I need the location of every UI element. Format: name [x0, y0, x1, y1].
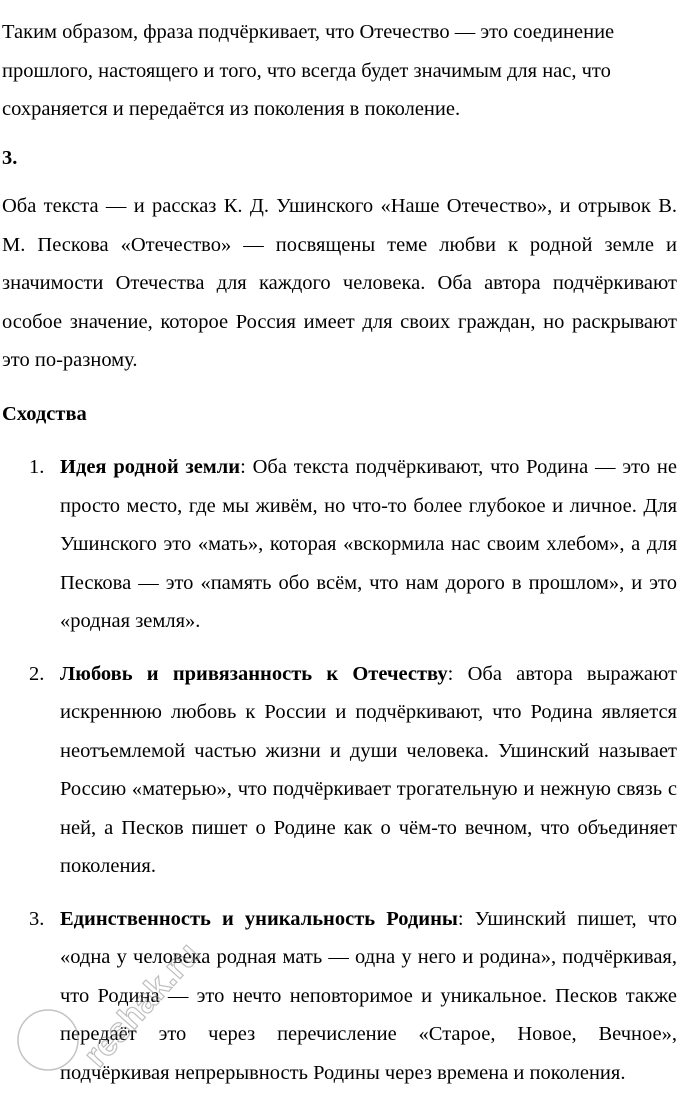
watermark-text: reshak.ru	[76, 935, 208, 1075]
list-item-text: : Оба текста подчёркивают, что Родина — это не просто место, где мы живём, но что-то более глубокое и личное. Для Ушинского это «мать», которая «вскормила нас своим хлебом», а для Пескова — это «память обо всём, что нам дорого в прошлом», и это «родная земля».	[60, 456, 677, 632]
list-item-number: 3.	[29, 907, 45, 930]
list-item-title: Единственность и уникальность Родины	[60, 907, 458, 930]
list-item-text: : Ушинский пишет, что «одна у человека родная мать — одна у него и родина», подчёркивая, что Родина — это нечто неповторимое и уникальное. Песков также передаёт это через перечисление «Старое, Новое, Вечное», подчёркивая непрерывность Родины через времена и поколения.	[60, 907, 677, 1084]
list-item-title: Идея родной земли	[60, 456, 241, 478]
list-item-number: 2.	[29, 662, 45, 685]
intro-paragraph: Таким образом, фраза подчёркивает, что Отечество — это соединение прошлого, настоящего и того, что всегда будет значимым для нас, что сохраняется и передаётся из поколения в поколение.	[2, 21, 615, 120]
list-item	[2, 655, 677, 886]
list-item	[2, 900, 677, 1093]
similarities-list	[2, 448, 677, 1092]
comparison-intro-paragraph: Оба текста — и рассказ К. Д. Ушинского «Наше Отечество», и отрывок В. М. Пескова «Отечество» — посвящены теме любви к родной земле и значимости Отечества для каждого человека. Оба автора подчёркивают особое значение, которое Россия имеет для своих граждан, но раскрывают это по-разному.	[2, 195, 677, 371]
list-item-number: 1.	[29, 456, 45, 478]
section-number: 3.	[2, 146, 18, 169]
list-item-text: : Оба автора выражают искреннюю любовь к России и подчёркивают, что Родина является неотъемлемой частью жизни и души человека. Ушинский называет Россию «матерью», что подчёркивает трогательную и нежную связь с ней, а Песков пишет о Родине как о чём-то вечном, что объединяет поколения.	[60, 662, 677, 877]
list-item-title: Любовь и привязанность к Отечеству	[60, 662, 448, 685]
list-item	[2, 448, 677, 641]
similarities-heading: Сходства	[2, 402, 87, 425]
